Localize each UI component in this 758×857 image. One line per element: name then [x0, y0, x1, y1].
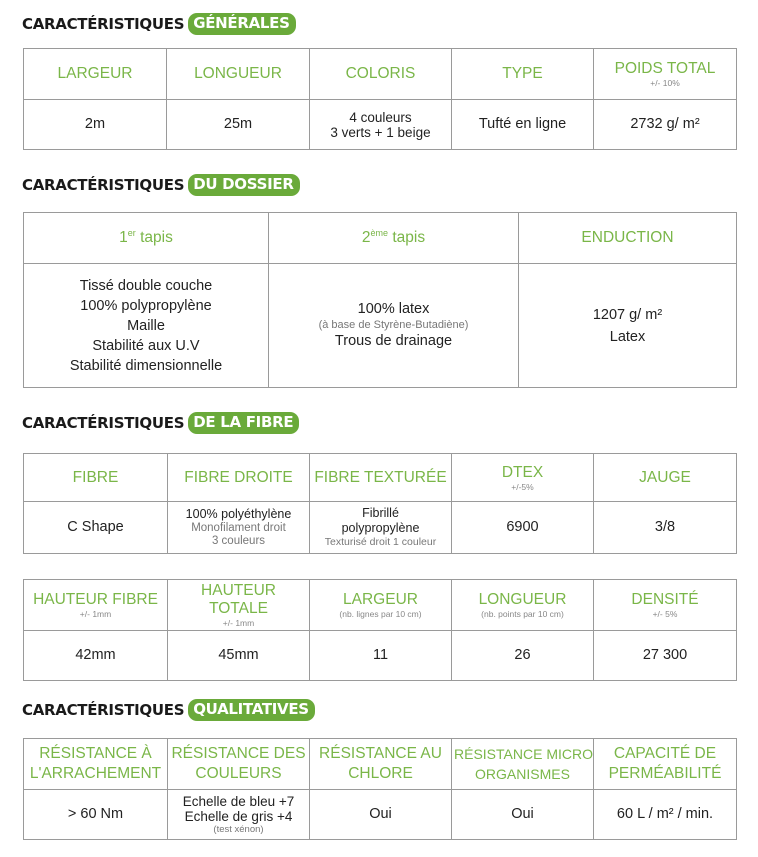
section-heading-fiber — [22, 412, 299, 434]
total-height-label: HAUTEUR TOTALE — [201, 582, 276, 617]
header-fiber-width — [310, 580, 452, 631]
color-res-label-2: COULEURS — [195, 765, 282, 782]
straight-line-3: 3 couleurs — [211, 535, 266, 547]
first-mat-line: 100% polypropylène — [80, 297, 212, 314]
header-fiber-length — [452, 580, 594, 631]
header-tear-resistance — [24, 739, 168, 790]
value-gauge: 3/8 — [594, 502, 737, 554]
header-textured-fiber: FIBRE TEXTURÉE — [310, 454, 452, 502]
coating-details — [519, 264, 737, 388]
second-mat-text: tapis — [388, 229, 426, 247]
backing-table — [23, 212, 737, 388]
header-length: LONGUEUR — [167, 49, 310, 100]
value-fiber-height: 42mm — [24, 631, 168, 681]
colors-line-1: 4 couleurs — [349, 109, 412, 125]
value-dtex: 6900 — [452, 502, 594, 554]
micro-label-1: RÉSISTANCE MICRO — [454, 746, 593, 762]
value-permeability: 60 L / m² / min. — [594, 790, 737, 840]
value-color-resistance — [168, 790, 310, 840]
section-badge: DU DOSSIER — [188, 174, 299, 196]
general-table — [23, 48, 737, 150]
value-fiber-length: 26 — [452, 631, 594, 681]
tear-label-2: L'ARRACHEMENT — [29, 765, 162, 782]
header-colors: COLORIS — [310, 49, 452, 100]
value-type: Tufté en ligne — [452, 100, 594, 150]
first-mat-line: Tissé double couche — [79, 277, 213, 294]
value-length: 25m — [167, 100, 310, 150]
header-fiber: FIBRE — [24, 454, 168, 502]
header-chlorine-resistance — [310, 739, 452, 790]
permeability-label-1: CAPACITÉ DE — [613, 745, 717, 762]
section-heading-quality — [22, 699, 315, 721]
tear-label-1: RÉSISTANCE À — [39, 745, 152, 762]
straight-line-2: Monofilament droit — [191, 522, 286, 534]
first-mat-line: Maille — [127, 317, 165, 334]
coating-line-1: 1207 g/ m² — [592, 306, 663, 323]
header-coating: ENDUCTION — [519, 213, 737, 264]
first-mat-sup: er — [127, 228, 136, 239]
color-res-note: (test xénon) — [213, 824, 264, 835]
value-chlorine: Oui — [310, 790, 452, 840]
fiber-height-label: HAUTEUR FIBRE — [33, 591, 158, 608]
second-mat-details — [269, 264, 519, 388]
fiber-height-note: +/- 1mm — [79, 609, 112, 619]
value-straight-fiber — [168, 502, 310, 554]
second-mat-num: 2 — [361, 229, 371, 247]
fiber-length-note: (nb. points par 10 cm) — [481, 609, 564, 619]
second-mat-sup: ème — [370, 228, 389, 239]
header-dtex — [452, 454, 594, 502]
coating-line-2: Latex — [609, 328, 646, 345]
textured-line-3: Texturisé droit 1 couleur — [324, 536, 437, 548]
second-mat-line-2: Trous de drainage — [334, 333, 453, 349]
header-straight-fiber: FIBRE DROITE — [168, 454, 310, 502]
first-mat-line: Stabilité aux U.V — [92, 337, 200, 354]
section-title: CARACTÉRISTIQUES — [22, 176, 185, 194]
header-fiber-height — [24, 580, 168, 631]
total-height-note: +/- 1mm — [222, 618, 255, 628]
section-badge: QUALITATIVES — [188, 699, 315, 721]
fiber-length-label: LONGUEUR — [478, 591, 567, 608]
fiber-table-1 — [23, 453, 737, 554]
dtex-label: DTEX — [501, 463, 544, 481]
section-title: CARACTÉRISTIQUES — [22, 15, 185, 33]
header-total-weight — [594, 49, 737, 100]
weight-tolerance: +/- 10% — [650, 78, 680, 88]
value-width: 2m — [24, 100, 167, 150]
section-badge: GÉNÉRALES — [188, 13, 295, 35]
value-weight: 2732 g/ m² — [594, 100, 737, 150]
header-total-weight-label: POIDS TOTAL — [614, 60, 716, 77]
first-mat-line: Stabilité dimensionnelle — [69, 357, 223, 374]
value-micro: Oui — [452, 790, 594, 840]
header-permeability — [594, 739, 737, 790]
first-mat-text: tapis — [135, 229, 173, 247]
second-mat-line-1: 100% latex — [357, 301, 430, 317]
section-title: CARACTÉRISTIQUES — [22, 701, 185, 719]
section-title: CARACTÉRISTIQUES — [22, 414, 185, 432]
color-res-line-2: Echelle de gris +4 — [184, 809, 293, 824]
straight-line-1: 100% polyéthylène — [185, 507, 292, 521]
value-fiber: C Shape — [24, 502, 168, 554]
colors-line-2: 3 verts + 1 beige — [330, 124, 431, 140]
header-type: TYPE — [452, 49, 594, 100]
chlorine-label-1: RÉSISTANCE AU — [319, 745, 442, 762]
section-badge: DE LA FIBRE — [188, 412, 299, 434]
header-total-height — [168, 580, 310, 631]
header-density — [594, 580, 737, 631]
micro-label-2: ORGANISMES — [475, 766, 570, 782]
first-mat-details — [24, 264, 269, 388]
density-label: DENSITÉ — [631, 591, 699, 608]
header-first-mat — [24, 213, 269, 264]
section-heading-general — [22, 13, 296, 35]
density-note: +/- 5% — [652, 609, 678, 619]
header-gauge: JAUGE — [594, 454, 737, 502]
fiber-width-note: (nb. lignes par 10 cm) — [339, 609, 422, 619]
color-res-label-1: RÉSISTANCE DES — [171, 745, 306, 762]
quality-table — [23, 738, 737, 840]
color-res-line-1: Echelle de bleu +7 — [182, 794, 295, 809]
textured-line-1: Fibrillé — [362, 506, 399, 520]
value-total-height: 45mm — [168, 631, 310, 681]
header-color-resistance — [168, 739, 310, 790]
dtex-tolerance: +/-5% — [511, 481, 534, 492]
header-second-mat — [269, 213, 519, 264]
fiber-table-2 — [23, 579, 737, 681]
section-heading-backing — [22, 174, 300, 196]
fiber-width-label: LARGEUR — [343, 591, 418, 608]
chlorine-label-2: CHLORE — [348, 765, 413, 782]
value-textured-fiber — [310, 502, 452, 554]
value-density: 27 300 — [594, 631, 737, 681]
first-mat-num: 1 — [119, 229, 128, 247]
header-micro-resistance — [452, 739, 594, 790]
textured-line-2: polypropylène — [341, 521, 420, 535]
value-colors — [310, 100, 452, 150]
second-mat-note: (à base de Styrène-Butadiène) — [318, 319, 469, 331]
permeability-label-2: PERMÉABILITÉ — [608, 765, 722, 782]
header-width: LARGEUR — [24, 49, 167, 100]
value-tear-resistance: > 60 Nm — [24, 790, 168, 840]
value-fiber-width: 11 — [310, 631, 452, 681]
